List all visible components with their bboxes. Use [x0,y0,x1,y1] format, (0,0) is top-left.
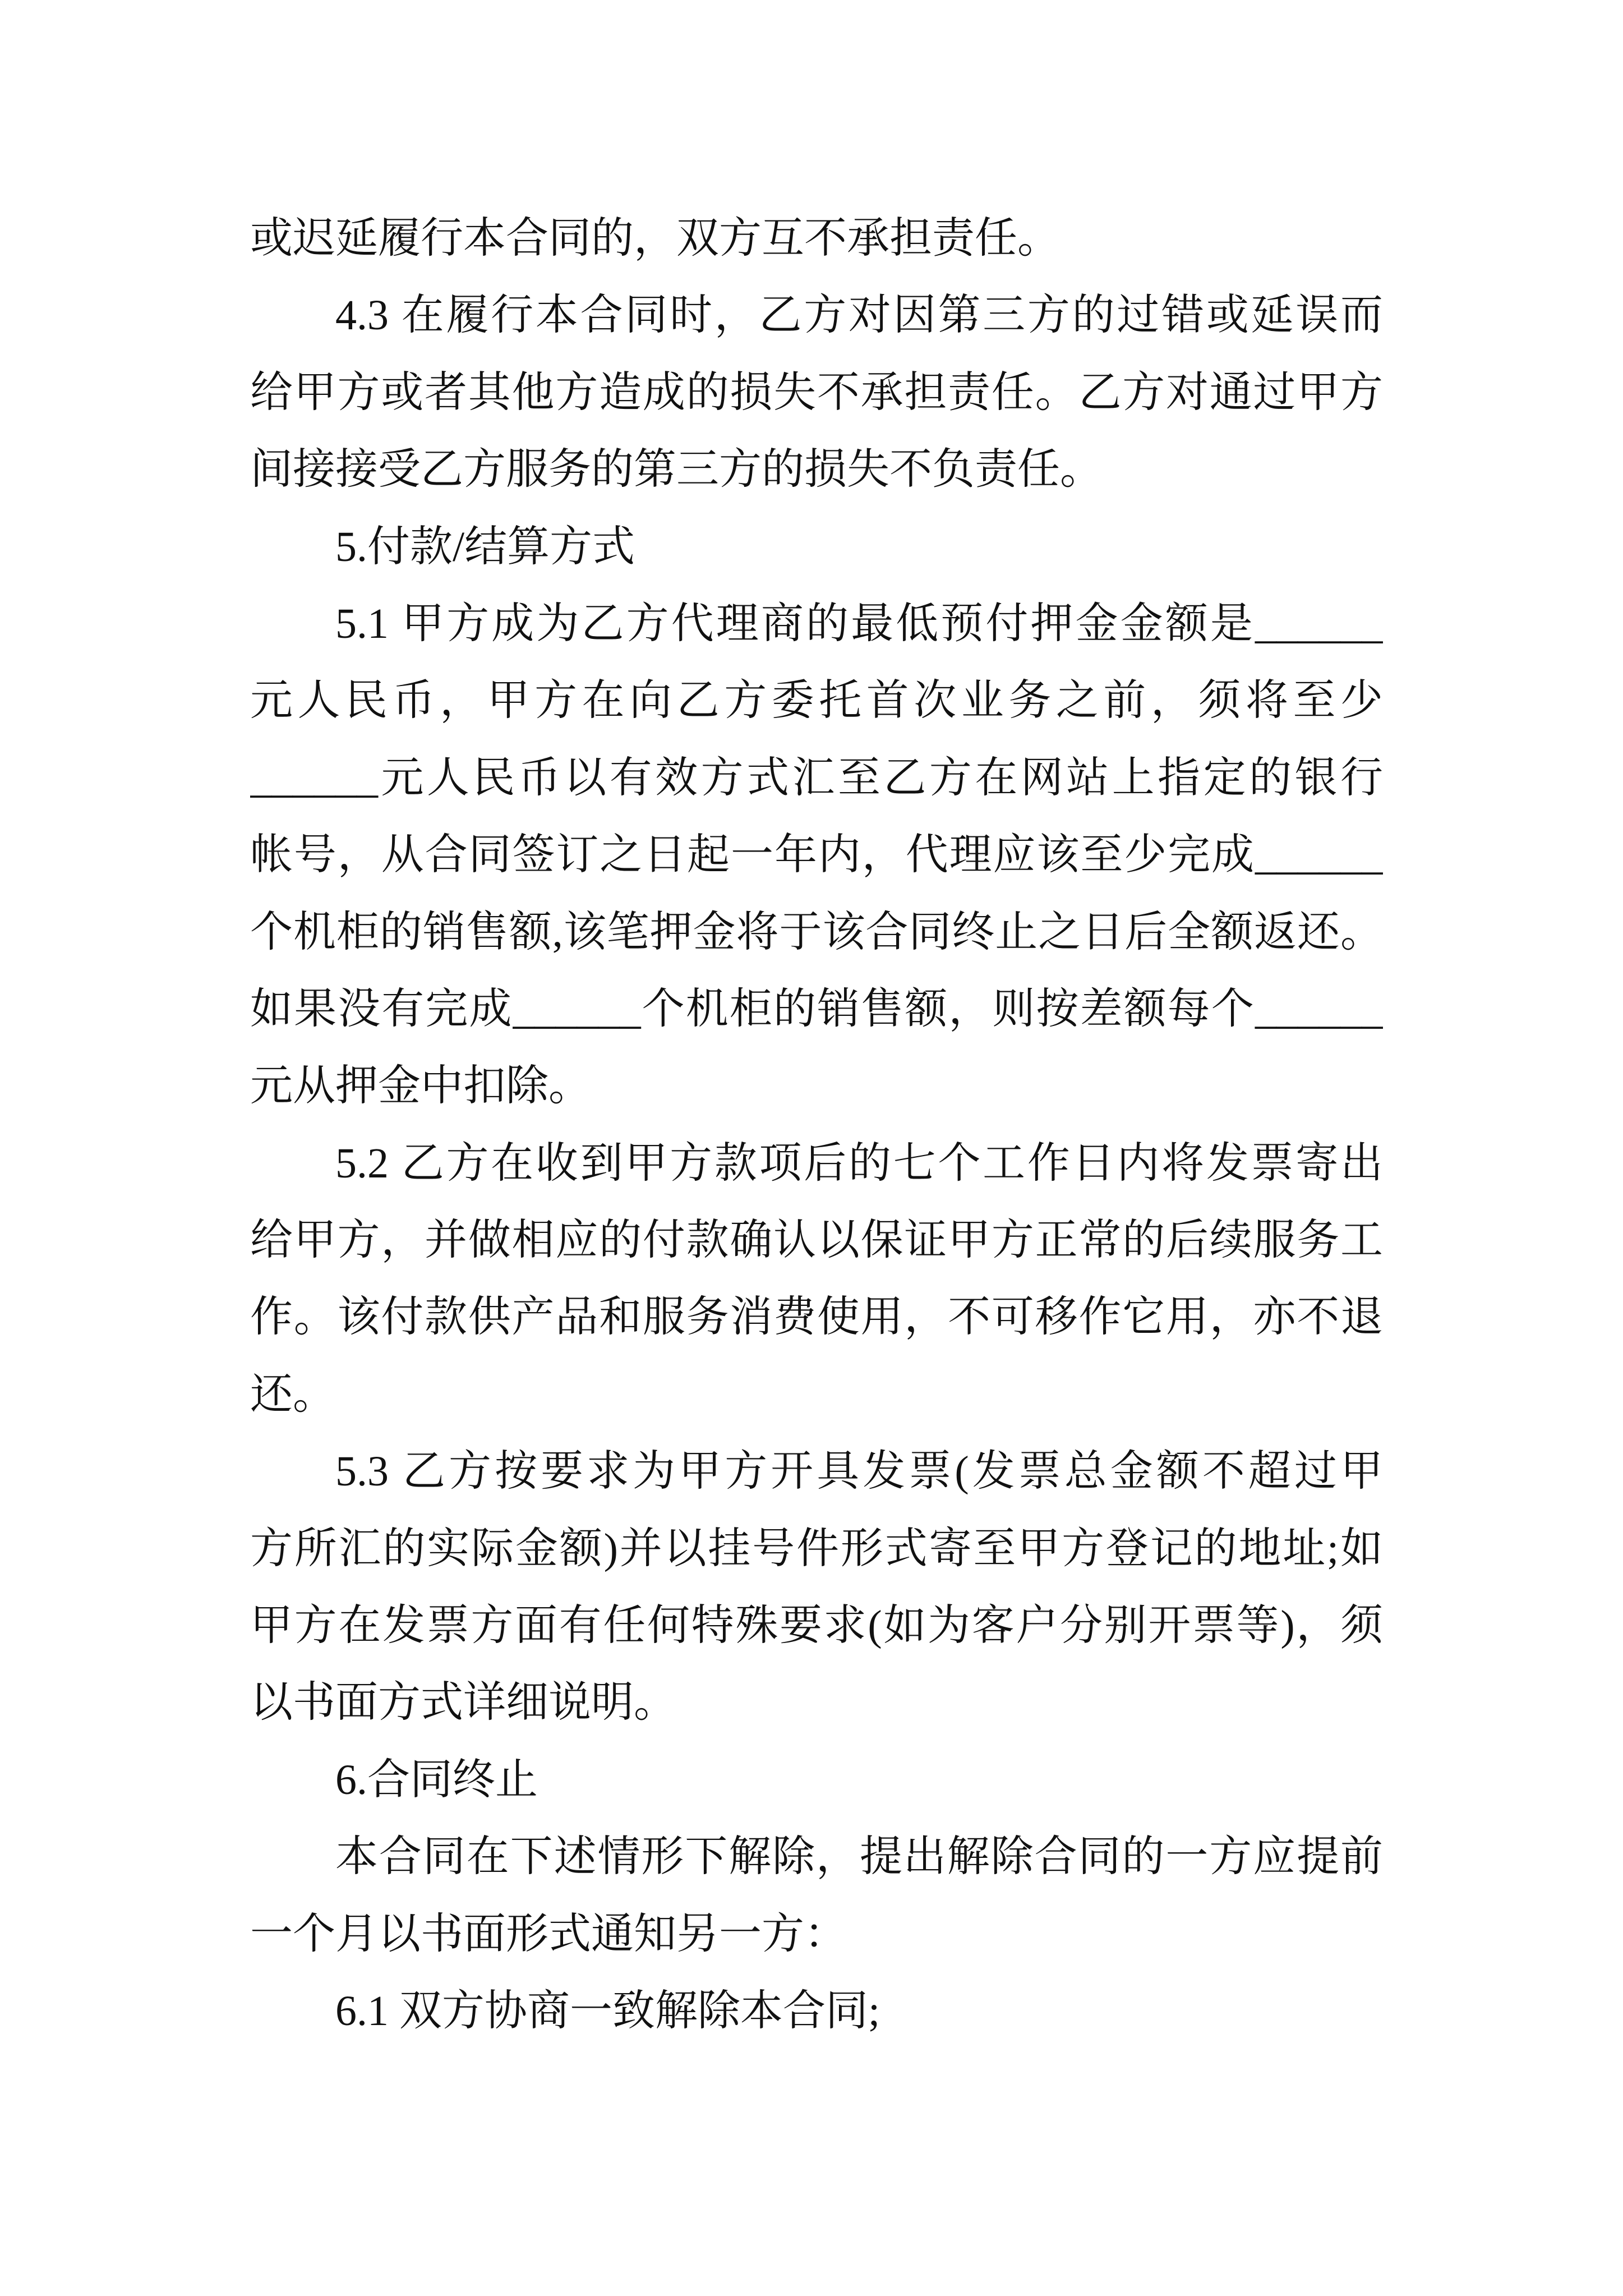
section-heading: 6.合同终止 [335,1756,538,1803]
clause-5-2 [250,1125,1383,1434]
text-line: 个机柜的销售额,该笔押金将于该合同终止之日后全额返还。 [250,908,1383,956]
clause-5-3 [250,1433,1383,1742]
text-line: 5.3 乙方按要求为甲方开具发票(发票总金额不超过甲 [335,1448,1383,1496]
text-line: 或迟延履行本合同的，双方互不承担责任。 [250,215,1060,262]
text-line: 6.1 双方协商一致解除本合同; [335,1987,880,2035]
text-line: ______元人民币以有效方式汇至乙方在网站上指定的银行 [250,754,1383,802]
section-heading: 5.付款/结算方式 [335,523,635,570]
text-line: 5.1 甲方成为乙方代理商的最低预付押金金额是______ [335,600,1383,647]
text-line: 还。 [250,1370,335,1418]
text-line: 如果没有完成______个机柜的销售额，则按差额每个______ [250,985,1383,1033]
text-line: 元人民币，甲方在向乙方委托首次业务之前，须将至少 [250,677,1383,725]
text-line: 5.2 乙方在收到甲方款项后的七个工作日内将发票寄出 [335,1139,1383,1187]
text-line: 4.3 在履行本合同时，乙方对因第三方的过错或延误而 [335,292,1383,339]
text-line: 作。该付款供产品和服务消费使用，不可移作它用，亦不退 [250,1294,1383,1341]
text-line: 方所汇的实际金额)并以挂号件形式寄至甲方登记的地址;如 [250,1525,1383,1572]
section-heading-5 [250,509,1383,586]
paragraph-continuation [250,200,1383,277]
text-line: 帐号，从合同签订之日起一年内，代理应该至少完成______ [250,831,1383,879]
clause-5-1 [250,586,1383,1125]
section-heading-6 [250,1742,1383,1819]
clause-6-1 [250,1973,1383,2050]
document-body [250,200,1383,2050]
text-line: 一个月以书面形式通知另一方： [250,1910,847,1958]
clause-4-3 [250,277,1383,508]
text-line: 给甲方或者其他方造成的损失不承担责任。乙方对通过甲方 [250,369,1383,416]
text-line: 本合同在下述情形下解除，提出解除合同的一方应提前 [335,1833,1383,1881]
text-line: 给甲方，并做相应的付款确认以保证甲方正常的后续服务工 [250,1217,1383,1264]
text-line: 甲方在发票方面有任何特殊要求(如为客户分别开票等)，须 [250,1602,1383,1650]
text-line: 间接接受乙方服务的第三方的损失不负责任。 [250,446,1103,494]
text-line: 以书面方式详细说明。 [250,1679,676,1727]
termination-intro [250,1819,1383,1973]
text-line: 元从押金中扣除。 [250,1062,591,1110]
